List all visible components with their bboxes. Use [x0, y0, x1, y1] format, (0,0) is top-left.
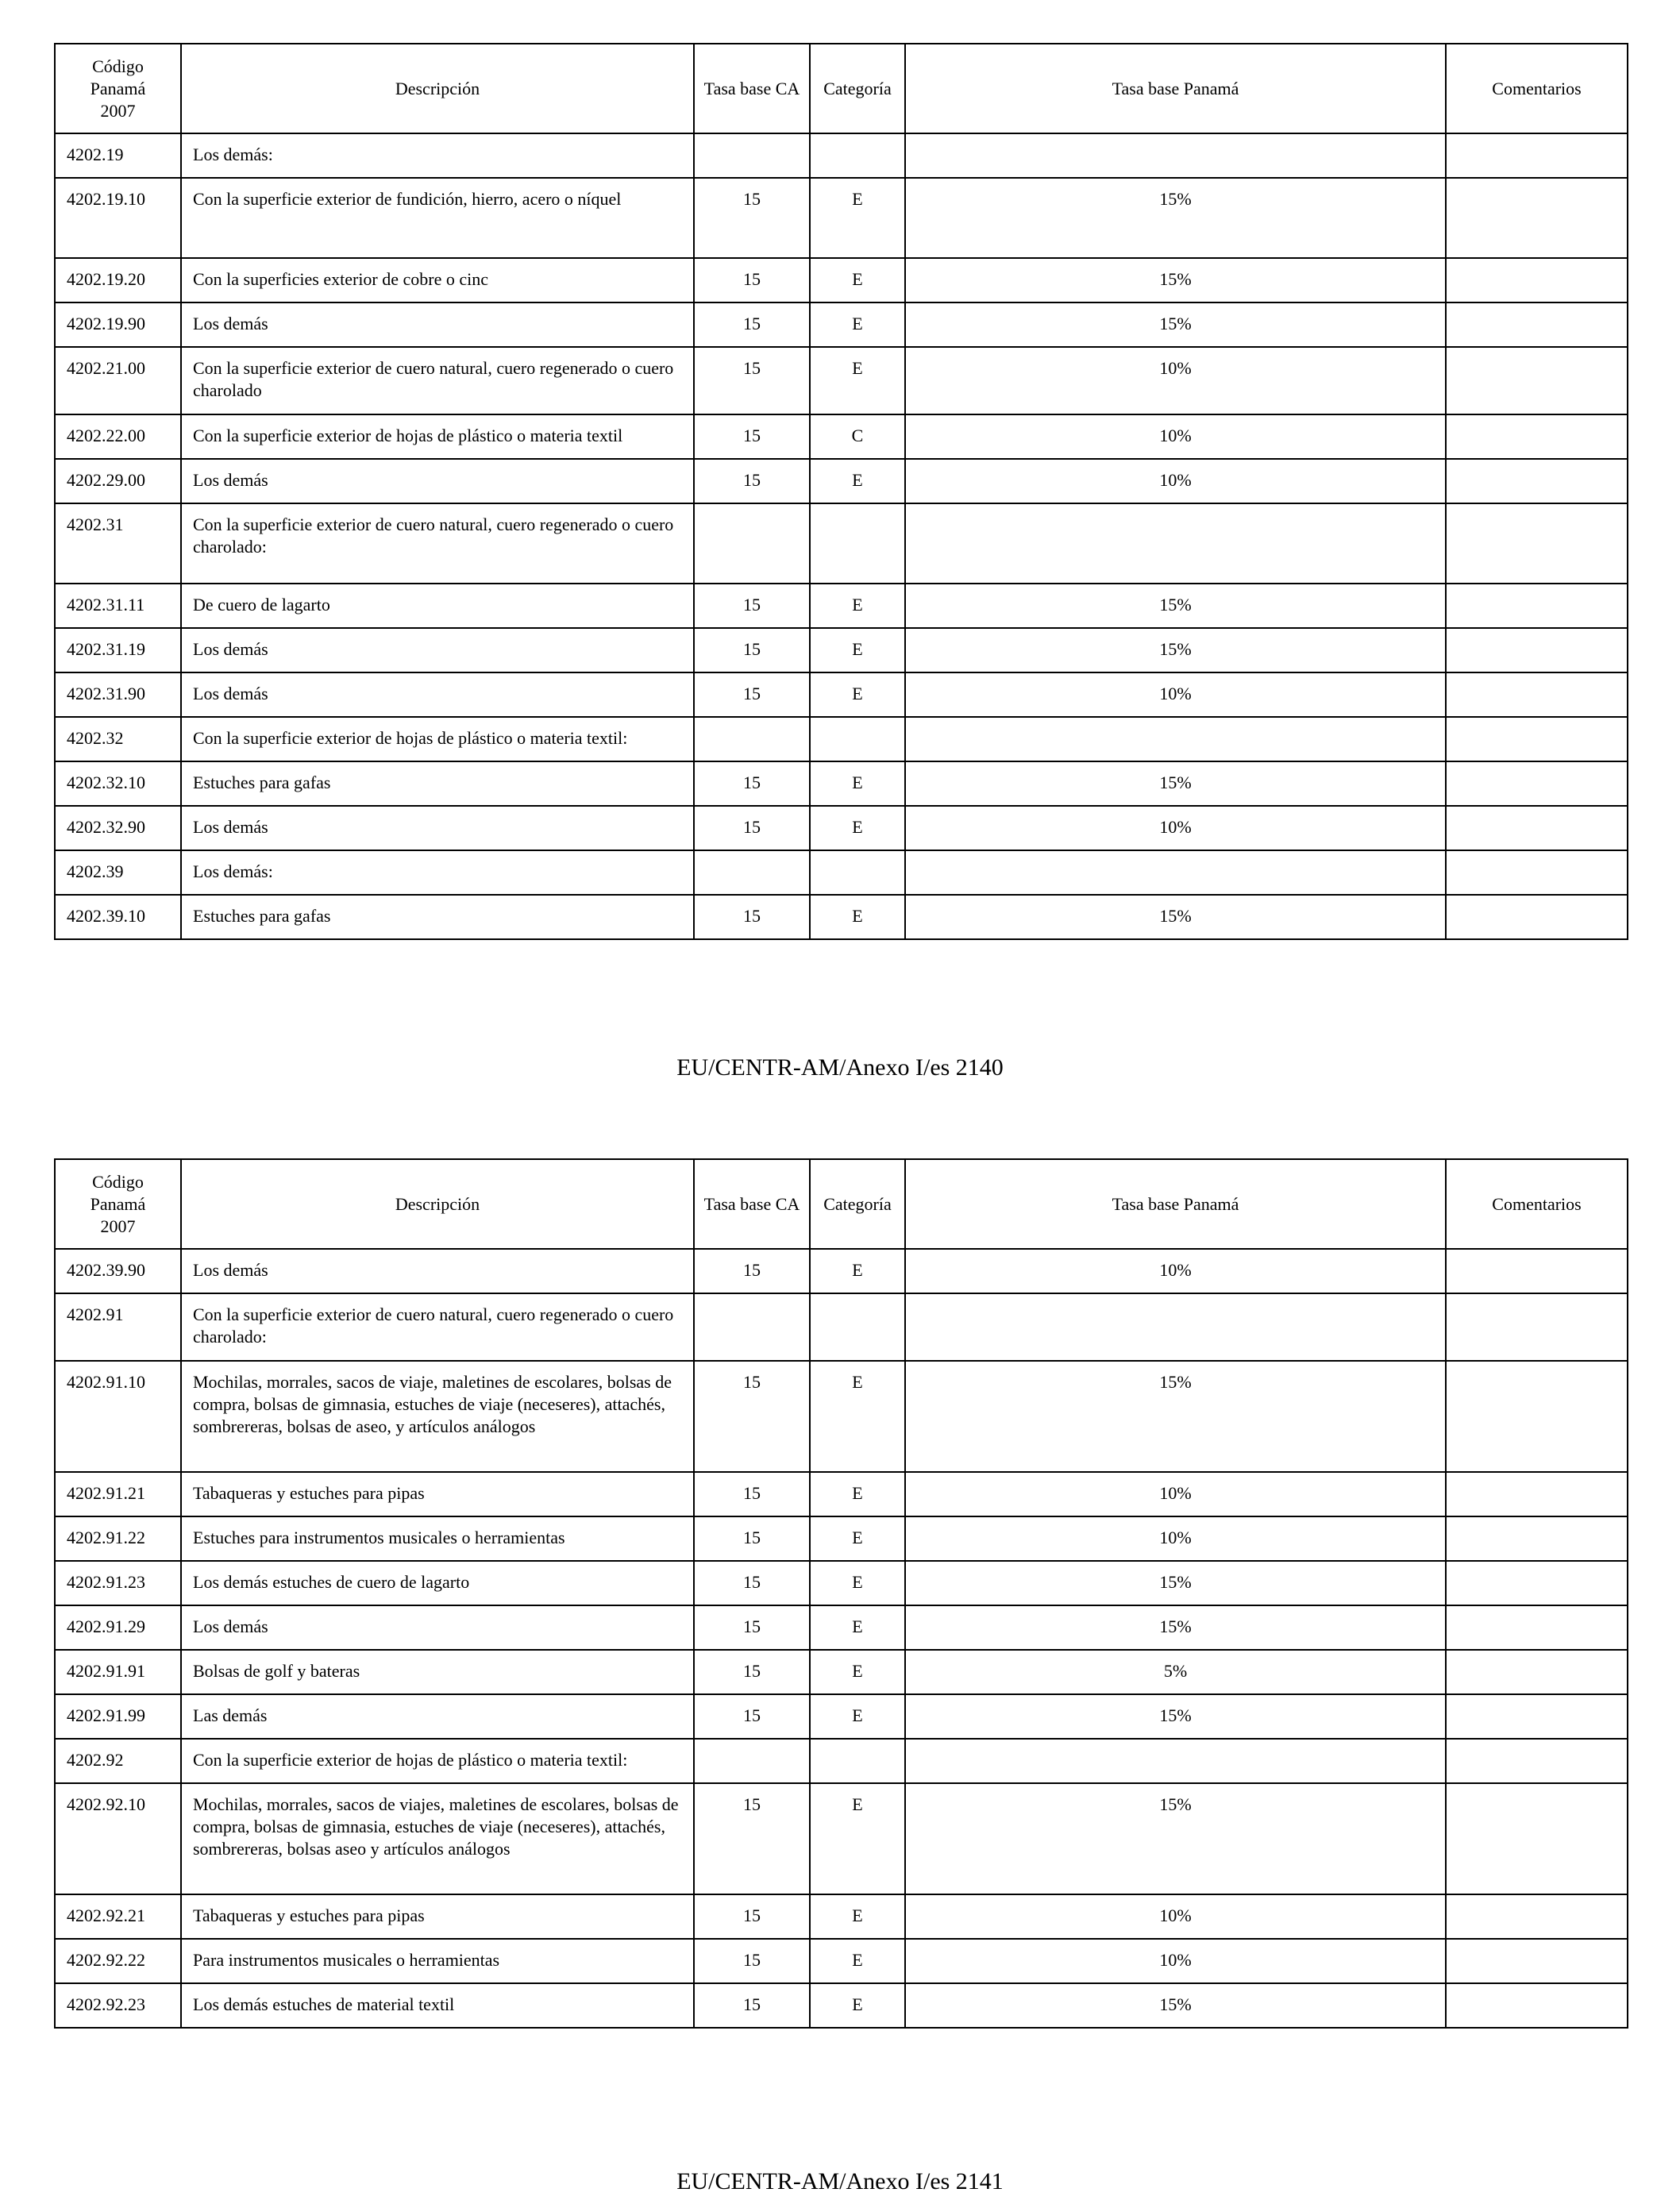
table-row: [55, 347, 1628, 414]
cell-rate-ca: 15: [694, 1783, 810, 1894]
table-row: [55, 1561, 1628, 1605]
cell-description: Los demás:: [181, 133, 694, 178]
cell-comments: [1446, 1293, 1628, 1361]
cell-rate-panama: 10%: [905, 1472, 1446, 1516]
cell-category: E: [810, 1939, 905, 1983]
cell-comments: [1446, 1894, 1628, 1939]
cell-rate-ca: [694, 1739, 810, 1783]
cell-comments: [1446, 1939, 1628, 1983]
cell-comments: [1446, 459, 1628, 503]
cell-code: 4202.22.00: [55, 414, 181, 459]
cell-category: E: [810, 628, 905, 672]
cell-rate-panama: 10%: [905, 347, 1446, 414]
cell-code: 4202.31.90: [55, 672, 181, 717]
cell-rate-panama: 10%: [905, 1249, 1446, 1293]
cell-category: E: [810, 258, 905, 302]
cell-code: 4202.92.10: [55, 1783, 181, 1894]
cell-code: 4202.91.91: [55, 1650, 181, 1694]
cell-code: 4202.21.00: [55, 347, 181, 414]
cell-description: Los demás: [181, 672, 694, 717]
table-row: [55, 133, 1628, 178]
cell-description: Los demás: [181, 459, 694, 503]
cell-category: [810, 1739, 905, 1783]
cell-code: 4202.19.90: [55, 302, 181, 347]
cell-rate-ca: 15: [694, 258, 810, 302]
cell-description: Estuches para gafas: [181, 895, 694, 939]
cell-category: [810, 850, 905, 895]
cell-code: 4202.92.21: [55, 1894, 181, 1939]
cell-category: E: [810, 459, 905, 503]
table-row: [55, 1472, 1628, 1516]
cell-rate-panama: 15%: [905, 178, 1446, 258]
cell-rate-ca: 15: [694, 1361, 810, 1472]
cell-rate-panama: 15%: [905, 1694, 1446, 1739]
cell-category: [810, 133, 905, 178]
cell-code: 4202.91.99: [55, 1694, 181, 1739]
cell-comments: [1446, 1516, 1628, 1561]
table-row: [55, 414, 1628, 459]
cell-description: Con la superficie exterior de cuero natural, cuero regenerado o cuero charolado:: [181, 1293, 694, 1361]
header-comments: Comentarios: [1446, 44, 1628, 133]
table-row: [55, 850, 1628, 895]
table-row: [55, 1650, 1628, 1694]
cell-rate-panama: 10%: [905, 459, 1446, 503]
cell-code: 4202.91.21: [55, 1472, 181, 1516]
cell-code: 4202.91.29: [55, 1605, 181, 1650]
cell-description: Con la superficie exterior de hojas de plástico o materia textil:: [181, 717, 694, 761]
cell-rate-ca: 15: [694, 302, 810, 347]
cell-description: Estuches para instrumentos musicales o herramientas: [181, 1516, 694, 1561]
cell-category: E: [810, 1561, 905, 1605]
cell-rate-panama: 15%: [905, 1561, 1446, 1605]
cell-rate-ca: 15: [694, 347, 810, 414]
table-row: [55, 1361, 1628, 1472]
header-code: Código Panamá 2007: [55, 44, 181, 133]
table-row: [55, 1939, 1628, 1983]
cell-description: Los demás estuches de material textil: [181, 1983, 694, 2028]
cell-description: Tabaqueras y estuches para pipas: [181, 1472, 694, 1516]
cell-category: E: [810, 1249, 905, 1293]
cell-rate-panama: 5%: [905, 1650, 1446, 1694]
cell-rate-panama: 10%: [905, 1516, 1446, 1561]
header-rate-ca: Tasa base CA: [694, 44, 810, 133]
cell-rate-panama: 10%: [905, 806, 1446, 850]
cell-rate-ca: [694, 1293, 810, 1361]
cell-category: E: [810, 1783, 905, 1894]
table-row: [55, 178, 1628, 258]
cell-rate-ca: [694, 503, 810, 584]
cell-rate-ca: 15: [694, 672, 810, 717]
cell-category: C: [810, 414, 905, 459]
cell-description: Los demás: [181, 302, 694, 347]
table-row: [55, 459, 1628, 503]
cell-rate-ca: 15: [694, 414, 810, 459]
cell-comments: [1446, 302, 1628, 347]
cell-rate-panama: 10%: [905, 1894, 1446, 1939]
cell-comments: [1446, 1650, 1628, 1694]
cell-comments: [1446, 1783, 1628, 1894]
cell-rate-panama: [905, 850, 1446, 895]
cell-category: E: [810, 895, 905, 939]
cell-comments: [1446, 1605, 1628, 1650]
cell-category: E: [810, 178, 905, 258]
header-rate-panama: Tasa base Panamá: [905, 44, 1446, 133]
cell-rate-panama: 15%: [905, 584, 1446, 628]
table-header-row: [55, 1159, 1628, 1249]
table-row: [55, 628, 1628, 672]
cell-category: E: [810, 1605, 905, 1650]
cell-rate-ca: 15: [694, 459, 810, 503]
cell-comments: [1446, 1739, 1628, 1783]
cell-category: [810, 717, 905, 761]
cell-description: Bolsas de golf y bateras: [181, 1650, 694, 1694]
cell-rate-panama: 15%: [905, 1783, 1446, 1894]
cell-comments: [1446, 258, 1628, 302]
cell-rate-ca: 15: [694, 1983, 810, 2028]
table-row: [55, 1516, 1628, 1561]
cell-rate-panama: 15%: [905, 895, 1446, 939]
cell-rate-ca: 15: [694, 1561, 810, 1605]
cell-code: 4202.39.90: [55, 1249, 181, 1293]
cell-code: 4202.32.10: [55, 761, 181, 806]
cell-code: 4202.39: [55, 850, 181, 895]
cell-description: Los demás: [181, 1605, 694, 1650]
cell-category: [810, 503, 905, 584]
table-row: [55, 1605, 1628, 1650]
cell-comments: [1446, 761, 1628, 806]
cell-category: E: [810, 1516, 905, 1561]
cell-rate-panama: 10%: [905, 672, 1446, 717]
cell-comments: [1446, 850, 1628, 895]
cell-rate-ca: [694, 717, 810, 761]
cell-category: E: [810, 1650, 905, 1694]
cell-comments: [1446, 178, 1628, 258]
cell-rate-ca: 15: [694, 1894, 810, 1939]
cell-description: Los demás: [181, 1249, 694, 1293]
cell-rate-panama: 15%: [905, 761, 1446, 806]
cell-rate-ca: [694, 850, 810, 895]
cell-description: Con la superficie exterior de cuero natural, cuero regenerado o cuero charolado:: [181, 503, 694, 584]
cell-code: 4202.39.10: [55, 895, 181, 939]
cell-code: 4202.32.90: [55, 806, 181, 850]
cell-comments: [1446, 347, 1628, 414]
cell-description: Los demás estuches de cuero de lagarto: [181, 1561, 694, 1605]
cell-rate-panama: [905, 133, 1446, 178]
cell-comments: [1446, 1694, 1628, 1739]
table-row: [55, 1894, 1628, 1939]
cell-description: Mochilas, morrales, sacos de viaje, maletines de escolares, bolsas de compra, bolsas de gimnasia, estuches de viaje (neceseres), attachés, sombrereras, bolsas de aseo, y artículos análogos: [181, 1361, 694, 1472]
cell-category: E: [810, 1983, 905, 2028]
tariff-table-page-2140: [54, 43, 1628, 940]
cell-rate-ca: 15: [694, 178, 810, 258]
table-row: [55, 1249, 1628, 1293]
cell-code: 4202.91.10: [55, 1361, 181, 1472]
header-description: Descripción: [181, 1159, 694, 1249]
cell-rate-panama: 15%: [905, 302, 1446, 347]
cell-comments: [1446, 895, 1628, 939]
cell-comments: [1446, 1983, 1628, 2028]
cell-rate-panama: [905, 1293, 1446, 1361]
cell-comments: [1446, 584, 1628, 628]
cell-code: 4202.91: [55, 1293, 181, 1361]
cell-rate-ca: 15: [694, 1472, 810, 1516]
cell-rate-ca: 15: [694, 628, 810, 672]
cell-category: E: [810, 761, 905, 806]
cell-code: 4202.91.22: [55, 1516, 181, 1561]
tariff-table-page-2141: [54, 1158, 1628, 2029]
cell-description: Con la superficie exterior de cuero natural, cuero regenerado o cuero charolado: [181, 347, 694, 414]
cell-rate-ca: 15: [694, 895, 810, 939]
cell-category: E: [810, 1894, 905, 1939]
cell-category: E: [810, 1694, 905, 1739]
cell-rate-ca: 15: [694, 761, 810, 806]
cell-code: 4202.29.00: [55, 459, 181, 503]
cell-code: 4202.92.22: [55, 1939, 181, 1983]
table-row: [55, 672, 1628, 717]
cell-rate-panama: 15%: [905, 1983, 1446, 2028]
cell-rate-ca: 15: [694, 806, 810, 850]
table-row: [55, 302, 1628, 347]
table-row: [55, 1739, 1628, 1783]
cell-rate-panama: 15%: [905, 628, 1446, 672]
cell-comments: [1446, 1561, 1628, 1605]
cell-description: Con la superficies exterior de cobre o cinc: [181, 258, 694, 302]
table-row: [55, 1783, 1628, 1894]
table-row: [55, 503, 1628, 584]
cell-rate-ca: 15: [694, 1605, 810, 1650]
table-row: [55, 895, 1628, 939]
cell-rate-ca: 15: [694, 1650, 810, 1694]
cell-comments: [1446, 1361, 1628, 1472]
cell-rate-panama: 10%: [905, 414, 1446, 459]
cell-comments: [1446, 628, 1628, 672]
cell-code: 4202.31.11: [55, 584, 181, 628]
table-header-row: [55, 44, 1628, 133]
cell-description: Para instrumentos musicales o herramientas: [181, 1939, 694, 1983]
table-row: [55, 1293, 1628, 1361]
cell-description: Las demás: [181, 1694, 694, 1739]
cell-code: 4202.19.10: [55, 178, 181, 258]
header-code: Código Panamá 2007: [55, 1159, 181, 1249]
cell-comments: [1446, 503, 1628, 584]
header-category: Categoría: [810, 44, 905, 133]
cell-description: Tabaqueras y estuches para pipas: [181, 1894, 694, 1939]
cell-description: Con la superficie exterior de hojas de plástico o materia textil: [181, 414, 694, 459]
cell-rate-ca: 15: [694, 1694, 810, 1739]
cell-rate-ca: 15: [694, 1516, 810, 1561]
cell-rate-ca: 15: [694, 584, 810, 628]
cell-rate-panama: 15%: [905, 258, 1446, 302]
cell-description: Los demás:: [181, 850, 694, 895]
cell-code: 4202.32: [55, 717, 181, 761]
cell-code: 4202.92.23: [55, 1983, 181, 2028]
cell-description: Los demás: [181, 806, 694, 850]
table-row: [55, 1694, 1628, 1739]
cell-comments: [1446, 717, 1628, 761]
table-row: [55, 717, 1628, 761]
cell-rate-panama: [905, 717, 1446, 761]
cell-rate-panama: 15%: [905, 1361, 1446, 1472]
cell-rate-panama: 15%: [905, 1605, 1446, 1650]
table-row: [55, 761, 1628, 806]
cell-code: 4202.31.19: [55, 628, 181, 672]
cell-description: Con la superficie exterior de hojas de plástico o materia textil:: [181, 1739, 694, 1783]
cell-category: E: [810, 806, 905, 850]
cell-category: E: [810, 584, 905, 628]
cell-category: E: [810, 347, 905, 414]
cell-rate-panama: 10%: [905, 1939, 1446, 1983]
header-rate-panama: Tasa base Panamá: [905, 1159, 1446, 1249]
cell-comments: [1446, 1249, 1628, 1293]
cell-code: 4202.31: [55, 503, 181, 584]
cell-description: Mochilas, morrales, sacos de viajes, maletines de escolares, bolsas de compra, bolsas de gimnasia, estuches de viaje (neceseres), attachés, sombrereras, bolsas aseo y artículos análogos: [181, 1783, 694, 1894]
cell-category: E: [810, 1472, 905, 1516]
cell-description: De cuero de lagarto: [181, 584, 694, 628]
cell-rate-ca: [694, 133, 810, 178]
cell-category: E: [810, 672, 905, 717]
page-footer-2141: EU/CENTR-AM/Anexo I/es 2141: [676, 2168, 1004, 2194]
cell-comments: [1446, 806, 1628, 850]
header-description: Descripción: [181, 44, 694, 133]
cell-comments: [1446, 414, 1628, 459]
table-row: [55, 258, 1628, 302]
cell-description: Los demás: [181, 628, 694, 672]
cell-rate-ca: 15: [694, 1249, 810, 1293]
cell-code: 4202.19.20: [55, 258, 181, 302]
table-row: [55, 806, 1628, 850]
cell-code: 4202.19: [55, 133, 181, 178]
cell-category: E: [810, 302, 905, 347]
cell-rate-ca: 15: [694, 1939, 810, 1983]
cell-description: Con la superficie exterior de fundición, hierro, acero o níquel: [181, 178, 694, 258]
cell-comments: [1446, 672, 1628, 717]
header-rate-ca: Tasa base CA: [694, 1159, 810, 1249]
header-comments: Comentarios: [1446, 1159, 1628, 1249]
cell-description: Estuches para gafas: [181, 761, 694, 806]
cell-category: [810, 1293, 905, 1361]
cell-code: 4202.92: [55, 1739, 181, 1783]
table-row: [55, 1983, 1628, 2028]
cell-comments: [1446, 133, 1628, 178]
cell-rate-panama: [905, 503, 1446, 584]
page-footer-2140: EU/CENTR-AM/Anexo I/es 2140: [676, 1054, 1004, 1081]
header-category: Categoría: [810, 1159, 905, 1249]
cell-category: E: [810, 1361, 905, 1472]
cell-rate-panama: [905, 1739, 1446, 1783]
table-row: [55, 584, 1628, 628]
cell-comments: [1446, 1472, 1628, 1516]
cell-code: 4202.91.23: [55, 1561, 181, 1605]
